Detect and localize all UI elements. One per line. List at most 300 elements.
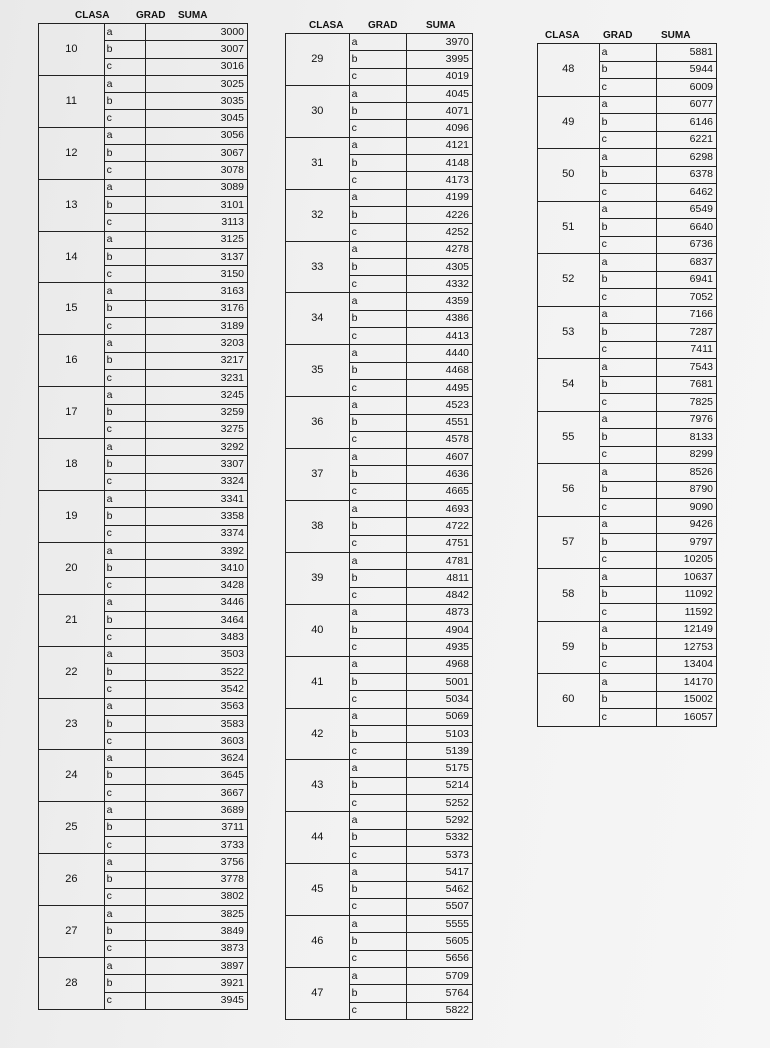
grad-cell: a [104, 283, 146, 300]
table-row [39, 802, 248, 819]
grad-cell: c [349, 68, 407, 85]
suma-cell: 4873 [407, 604, 473, 621]
suma-cell: 3035 [146, 93, 248, 110]
suma-cell: 3025 [146, 75, 248, 92]
suma-cell: 3078 [146, 162, 248, 179]
grad-cell: c [349, 950, 407, 967]
suma-cell: 10205 [657, 551, 717, 569]
grad-cell: a [104, 127, 146, 144]
suma-cell: 14170 [657, 674, 717, 692]
grad-cell: a [349, 189, 407, 206]
grad-cell: b [104, 975, 146, 992]
suma-cell: 5001 [407, 673, 473, 690]
grad-cell: c [104, 940, 146, 957]
suma-cell: 4252 [407, 224, 473, 241]
suma-cell: 4096 [407, 120, 473, 137]
suma-cell: 11592 [657, 604, 717, 622]
suma-cell: 3163 [146, 283, 248, 300]
grad-cell: c [349, 587, 407, 604]
clasa-cell: 15 [39, 283, 105, 335]
clasa-cell: 52 [538, 254, 600, 307]
grad-cell: c [349, 639, 407, 656]
grad-cell: c [599, 499, 657, 517]
clasa-cell: 59 [538, 621, 600, 674]
suma-cell: 5214 [407, 777, 473, 794]
grad-cell: c [104, 836, 146, 853]
table-row [39, 439, 248, 456]
grad-cell: a [349, 34, 407, 51]
suma-cell: 3056 [146, 127, 248, 144]
suma-cell: 5373 [407, 846, 473, 863]
suma-cell: 4226 [407, 206, 473, 223]
clasa-cell: 24 [39, 750, 105, 802]
header-suma: SUMA [426, 20, 456, 31]
grad-cell: c [104, 318, 146, 335]
suma-cell: 4842 [407, 587, 473, 604]
table-row [538, 201, 717, 219]
clasa-cell: 38 [286, 501, 350, 553]
suma-cell: 4173 [407, 172, 473, 189]
grad-cell: a [599, 149, 657, 167]
grad-cell: b [349, 206, 407, 223]
suma-cell: 3603 [146, 733, 248, 750]
grad-cell: a [599, 254, 657, 272]
grad-cell: b [349, 466, 407, 483]
suma-cell: 7681 [657, 376, 717, 394]
suma-cell: 8526 [657, 464, 717, 482]
suma-cell: 4440 [407, 345, 473, 362]
grad-cell: a [104, 594, 146, 611]
clasa-cell: 13 [39, 179, 105, 231]
suma-cell: 4121 [407, 137, 473, 154]
grad-cell: a [104, 646, 146, 663]
suma-cell: 3217 [146, 352, 248, 369]
table-row [538, 359, 717, 377]
grad-cell: c [599, 656, 657, 674]
suma-cell: 3825 [146, 906, 248, 923]
clasa-cell: 56 [538, 464, 600, 517]
table-row [538, 411, 717, 429]
table-row [286, 604, 473, 621]
sum-table-1 [38, 23, 248, 1010]
suma-cell: 3067 [146, 145, 248, 162]
grad-cell: b [104, 93, 146, 110]
suma-cell: 3802 [146, 888, 248, 905]
suma-cell: 3428 [146, 577, 248, 594]
grad-cell: b [599, 429, 657, 447]
grad-cell: b [104, 923, 146, 940]
suma-cell: 3563 [146, 698, 248, 715]
suma-cell: 9426 [657, 516, 717, 534]
table-row [286, 345, 473, 362]
suma-cell: 5881 [657, 44, 717, 62]
suma-cell: 3245 [146, 387, 248, 404]
header-clasa: CLASA [545, 30, 580, 41]
clasa-cell: 18 [39, 439, 105, 491]
table-row [286, 293, 473, 310]
suma-cell: 7543 [657, 359, 717, 377]
suma-cell: 4468 [407, 362, 473, 379]
grad-cell: a [349, 708, 407, 725]
header-grad: GRAD [603, 30, 633, 41]
grad-cell: a [599, 44, 657, 62]
suma-cell: 4019 [407, 68, 473, 85]
suma-cell: 12753 [657, 639, 717, 657]
grad-cell: b [349, 985, 407, 1002]
suma-cell: 3307 [146, 456, 248, 473]
grad-cell: a [349, 85, 407, 102]
suma-cell: 6640 [657, 219, 717, 237]
suma-cell: 3542 [146, 681, 248, 698]
grad-cell: c [599, 289, 657, 307]
grad-cell: a [104, 75, 146, 92]
grad-cell: a [349, 449, 407, 466]
grad-cell: b [104, 715, 146, 732]
clasa-cell: 14 [39, 231, 105, 283]
grad-cell: c [349, 898, 407, 915]
suma-cell: 3045 [146, 110, 248, 127]
suma-cell: 6298 [657, 149, 717, 167]
clasa-cell: 37 [286, 449, 350, 501]
clasa-cell: 57 [538, 516, 600, 569]
table-row [39, 387, 248, 404]
grad-cell: b [349, 51, 407, 68]
table-row [286, 656, 473, 673]
clasa-cell: 41 [286, 656, 350, 708]
suma-cell: 3000 [146, 24, 248, 41]
header-suma: SUMA [178, 10, 208, 21]
suma-cell: 4278 [407, 241, 473, 258]
suma-cell: 6077 [657, 96, 717, 114]
suma-cell: 3392 [146, 542, 248, 559]
table-row [538, 306, 717, 324]
suma-cell: 7825 [657, 394, 717, 412]
table-row [286, 397, 473, 414]
grad-cell: c [349, 120, 407, 137]
grad-cell: a [349, 812, 407, 829]
clasa-cell: 22 [39, 646, 105, 698]
suma-cell: 3089 [146, 179, 248, 196]
grad-cell: a [104, 854, 146, 871]
suma-cell: 11092 [657, 586, 717, 604]
clasa-cell: 49 [538, 96, 600, 149]
suma-cell: 3176 [146, 300, 248, 317]
grad-cell: a [349, 604, 407, 621]
suma-cell: 5944 [657, 61, 717, 79]
grad-cell: b [599, 166, 657, 184]
suma-cell: 5332 [407, 829, 473, 846]
table-row [39, 594, 248, 611]
table-row [39, 854, 248, 871]
suma-cell: 4578 [407, 431, 473, 448]
grad-cell: b [599, 586, 657, 604]
suma-cell: 4665 [407, 483, 473, 500]
suma-cell: 3995 [407, 51, 473, 68]
grad-cell: a [349, 968, 407, 985]
suma-cell: 4413 [407, 328, 473, 345]
suma-cell: 7166 [657, 306, 717, 324]
suma-cell: 6146 [657, 114, 717, 132]
suma-cell: 5069 [407, 708, 473, 725]
clasa-cell: 20 [39, 542, 105, 594]
suma-cell: 4305 [407, 258, 473, 275]
grad-cell: b [349, 881, 407, 898]
grad-cell: c [104, 992, 146, 1009]
clasa-cell: 44 [286, 812, 350, 864]
suma-cell: 3016 [146, 58, 248, 75]
suma-cell: 6378 [657, 166, 717, 184]
suma-cell: 4551 [407, 414, 473, 431]
suma-cell: 4693 [407, 501, 473, 518]
grad-cell: a [349, 137, 407, 154]
clasa-cell: 47 [286, 968, 350, 1020]
suma-cell: 3374 [146, 525, 248, 542]
table-row [538, 44, 717, 62]
grad-cell: c [349, 172, 407, 189]
suma-cell: 3358 [146, 508, 248, 525]
grad-cell: b [349, 829, 407, 846]
grad-cell: c [104, 214, 146, 231]
table-row [39, 75, 248, 92]
grad-cell: c [104, 162, 146, 179]
grad-cell: a [104, 542, 146, 559]
clasa-cell: 40 [286, 604, 350, 656]
suma-cell: 4332 [407, 276, 473, 293]
suma-cell: 8133 [657, 429, 717, 447]
suma-cell: 5764 [407, 985, 473, 1002]
table-row [286, 760, 473, 777]
suma-cell: 4811 [407, 570, 473, 587]
suma-cell: 7052 [657, 289, 717, 307]
grad-cell: c [104, 525, 146, 542]
grad-cell: c [599, 604, 657, 622]
suma-cell: 7411 [657, 341, 717, 359]
table-row [39, 24, 248, 41]
suma-cell: 3483 [146, 629, 248, 646]
grad-cell: b [349, 258, 407, 275]
table-row [538, 569, 717, 587]
grad-cell: b [104, 560, 146, 577]
suma-cell: 7976 [657, 411, 717, 429]
clasa-cell: 42 [286, 708, 350, 760]
grad-cell: c [599, 394, 657, 412]
grad-cell: a [599, 674, 657, 692]
grad-cell: c [599, 236, 657, 254]
grad-cell: c [104, 629, 146, 646]
clasa-cell: 35 [286, 345, 350, 397]
grad-cell: c [349, 379, 407, 396]
grad-cell: a [349, 864, 407, 881]
suma-cell: 4359 [407, 293, 473, 310]
suma-cell: 4045 [407, 85, 473, 102]
table-row [39, 127, 248, 144]
grad-cell: b [104, 404, 146, 421]
suma-cell: 3583 [146, 715, 248, 732]
grad-cell: b [104, 248, 146, 265]
suma-cell: 3624 [146, 750, 248, 767]
suma-cell: 5103 [407, 725, 473, 742]
clasa-cell: 16 [39, 335, 105, 387]
grad-cell: a [349, 501, 407, 518]
suma-cell: 4904 [407, 622, 473, 639]
grad-cell: b [599, 534, 657, 552]
clasa-cell: 55 [538, 411, 600, 464]
grad-cell: a [104, 906, 146, 923]
table-row [39, 906, 248, 923]
header-clasa: CLASA [75, 10, 110, 21]
clasa-cell: 11 [39, 75, 105, 127]
suma-cell: 13404 [657, 656, 717, 674]
table-row [39, 231, 248, 248]
table-row [286, 552, 473, 569]
grad-cell: a [349, 760, 407, 777]
grad-cell: c [104, 888, 146, 905]
clasa-cell: 29 [286, 34, 350, 86]
grad-cell: b [349, 414, 407, 431]
grad-cell: c [349, 1002, 407, 1019]
grad-cell: a [599, 464, 657, 482]
grad-cell: a [599, 306, 657, 324]
suma-cell: 3645 [146, 767, 248, 784]
suma-cell: 6009 [657, 79, 717, 97]
suma-cell: 6221 [657, 131, 717, 149]
grad-cell: c [104, 110, 146, 127]
table-row [286, 708, 473, 725]
grad-cell: c [104, 681, 146, 698]
clasa-cell: 21 [39, 594, 105, 646]
grad-cell: b [599, 481, 657, 499]
table-row [286, 449, 473, 466]
grad-cell: a [599, 411, 657, 429]
grad-cell: b [599, 271, 657, 289]
grad-cell: a [104, 698, 146, 715]
table-row [538, 674, 717, 692]
suma-cell: 8299 [657, 446, 717, 464]
grad-cell: b [599, 219, 657, 237]
table-row [39, 646, 248, 663]
grad-cell: b [599, 324, 657, 342]
grad-cell: b [104, 456, 146, 473]
suma-cell: 3778 [146, 871, 248, 888]
grad-cell: b [104, 612, 146, 629]
grad-cell: c [104, 421, 146, 438]
clasa-cell: 10 [39, 24, 105, 76]
suma-cell: 3849 [146, 923, 248, 940]
grad-cell: a [599, 569, 657, 587]
suma-cell: 5507 [407, 898, 473, 915]
suma-cell: 5417 [407, 864, 473, 881]
clasa-cell: 28 [39, 958, 105, 1010]
suma-cell: 4386 [407, 310, 473, 327]
grad-cell: b [104, 767, 146, 784]
suma-cell: 6837 [657, 254, 717, 272]
table-row [286, 137, 473, 154]
grad-cell: b [349, 155, 407, 172]
grad-cell: c [349, 276, 407, 293]
clasa-cell: 34 [286, 293, 350, 345]
clasa-cell: 48 [538, 44, 600, 97]
grad-cell: a [104, 231, 146, 248]
grad-cell: a [104, 439, 146, 456]
suma-cell: 4751 [407, 535, 473, 552]
suma-cell: 4199 [407, 189, 473, 206]
clasa-cell: 23 [39, 698, 105, 750]
suma-cell: 3203 [146, 335, 248, 352]
suma-cell: 3945 [146, 992, 248, 1009]
table-row [39, 698, 248, 715]
header-clasa: CLASA [309, 20, 344, 31]
suma-cell: 3873 [146, 940, 248, 957]
suma-cell: 3689 [146, 802, 248, 819]
grad-cell: c [599, 341, 657, 359]
clasa-cell: 39 [286, 552, 350, 604]
grad-cell: c [349, 691, 407, 708]
grad-cell: c [599, 79, 657, 97]
table-row [286, 501, 473, 518]
suma-cell: 6736 [657, 236, 717, 254]
clasa-cell: 33 [286, 241, 350, 293]
grad-cell: b [104, 41, 146, 58]
grad-cell: a [104, 24, 146, 41]
grad-cell: c [104, 369, 146, 386]
table-column-1 [38, 10, 250, 1010]
grad-cell: a [104, 958, 146, 975]
grad-cell: c [349, 483, 407, 500]
grad-cell: a [349, 397, 407, 414]
suma-cell: 4523 [407, 397, 473, 414]
clasa-cell: 19 [39, 491, 105, 543]
grad-cell: c [104, 58, 146, 75]
clasa-cell: 45 [286, 864, 350, 916]
grad-cell: b [104, 352, 146, 369]
suma-cell: 3259 [146, 404, 248, 421]
clasa-cell: 36 [286, 397, 350, 449]
suma-cell: 4781 [407, 552, 473, 569]
grad-cell: c [599, 446, 657, 464]
table-row [39, 542, 248, 559]
grad-cell: b [349, 673, 407, 690]
grad-cell: c [104, 785, 146, 802]
grad-cell: c [104, 577, 146, 594]
suma-cell: 3522 [146, 663, 248, 680]
suma-cell: 3125 [146, 231, 248, 248]
table-row [39, 750, 248, 767]
grad-cell: c [599, 131, 657, 149]
grad-cell: b [599, 114, 657, 132]
table-column-3 [537, 30, 719, 727]
clasa-cell: 43 [286, 760, 350, 812]
suma-cell: 5605 [407, 933, 473, 950]
suma-cell: 4071 [407, 103, 473, 120]
suma-cell: 5252 [407, 795, 473, 812]
suma-cell: 3897 [146, 958, 248, 975]
suma-cell: 4495 [407, 379, 473, 396]
grad-cell: c [349, 846, 407, 863]
table-row [286, 189, 473, 206]
grad-cell: a [104, 750, 146, 767]
suma-cell: 9090 [657, 499, 717, 517]
grad-cell: c [349, 795, 407, 812]
grad-cell: b [599, 376, 657, 394]
suma-cell: 4607 [407, 449, 473, 466]
suma-cell: 3150 [146, 266, 248, 283]
suma-cell: 3275 [146, 421, 248, 438]
suma-cell: 5292 [407, 812, 473, 829]
suma-cell: 6549 [657, 201, 717, 219]
clasa-cell: 31 [286, 137, 350, 189]
suma-cell: 3970 [407, 34, 473, 51]
grad-cell: b [104, 819, 146, 836]
